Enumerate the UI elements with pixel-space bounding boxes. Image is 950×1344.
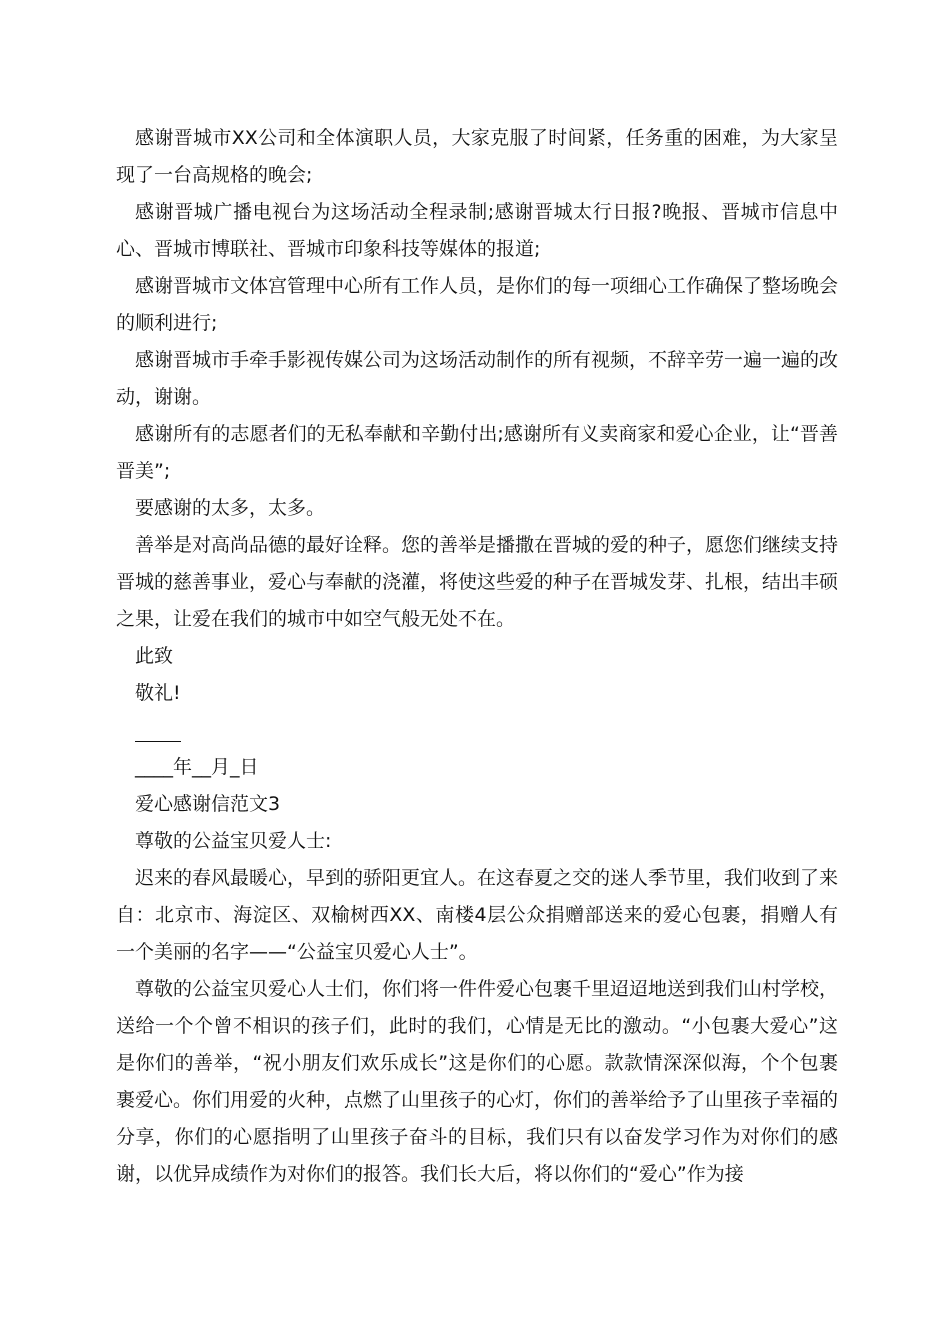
closing-date: ____年__月_日 bbox=[135, 756, 259, 778]
thanks-paragraph-media: 感谢晋城广播电视台为这场活动全程录制;感谢晋城太行日报?晚报、晋城市信息中心、晋城市博联社、晋城市印象科技等媒体的报道; bbox=[116, 201, 838, 260]
thanks-paragraph-volunteers: 感谢所有的志愿者们的无私奉献和辛勤付出;感谢所有义卖商家和爱心企业，让“晋善晋美”; bbox=[116, 423, 838, 482]
thanks-paragraph-performers: 感谢晋城市XX公司和全体演职人员，大家克服了时间紧，任务重的困难，为大家呈现了一台高规格的晚会; bbox=[116, 127, 838, 186]
closing-regards-2: 敬礼! bbox=[135, 682, 181, 704]
thanks-paragraph-kindness: 善举是对高尚品德的最好诠释。您的善举是播撒在晋城的爱的种子，愿您们继续支持晋城的慈善事业，爱心与奉献的浇灌，将使这些爱的种子在晋城发芽、扎根，结出丰硕之果，让爱在我们的城市中如空气般无处不在。 bbox=[116, 534, 839, 630]
closing-regards-1: 此致 bbox=[135, 645, 174, 667]
letter-salutation: 尊敬的公益宝贝爱人士: bbox=[135, 830, 332, 852]
section-title: 爱心感谢信范文3 bbox=[135, 793, 281, 815]
letter-paragraph-spring: 迟来的春风最暖心，早到的骄阳更宜人。在这春夏之交的迷人季节里，我们收到了来自：北京市、海淀区、双榆树西XX、南楼4层公众捐赠部送来的爱心包裹，捐赠人有一个美丽的名字——“公益宝贝爱心人士”。 bbox=[116, 867, 839, 963]
thanks-paragraph-video: 感谢晋城市手牵手影视传媒公司为这场活动制作的所有视频，不辞辛劳一遍一遍的改动，谢谢。 bbox=[116, 349, 839, 408]
signature-blank-line bbox=[135, 741, 181, 742]
thanks-paragraph-summary: 要感谢的太多，太多。 bbox=[135, 497, 326, 519]
letter-paragraph-gratitude: 尊敬的公益宝贝爱心人士们，你们将一件件爱心包裹千里迢迢地送到我们山村学校，送给一个个曾不相识的孩子们，此时的我们，心情是无比的激动。“小包裹大爱心”这是你们的善举，“祝小朋友们欢乐成长”这是你们的心愿。款款情深深似海，个个包裹裹爱心。你们用爱的火种，点燃了山里孩子的心灯，你们的善举给予了山里孩子幸福的分享，你们的心愿指明了山里孩子奋斗的目标，我们只有以奋发学习作为对你们的感谢，以优异成绩作为对你们的报答。我们长大后，将以你们的“爱心”作为接 bbox=[116, 978, 839, 1185]
thanks-paragraph-staff: 感谢晋城市文体宫管理中心所有工作人员，是你们的每一项细心工作确保了整场晚会的顺利进行; bbox=[116, 275, 839, 334]
